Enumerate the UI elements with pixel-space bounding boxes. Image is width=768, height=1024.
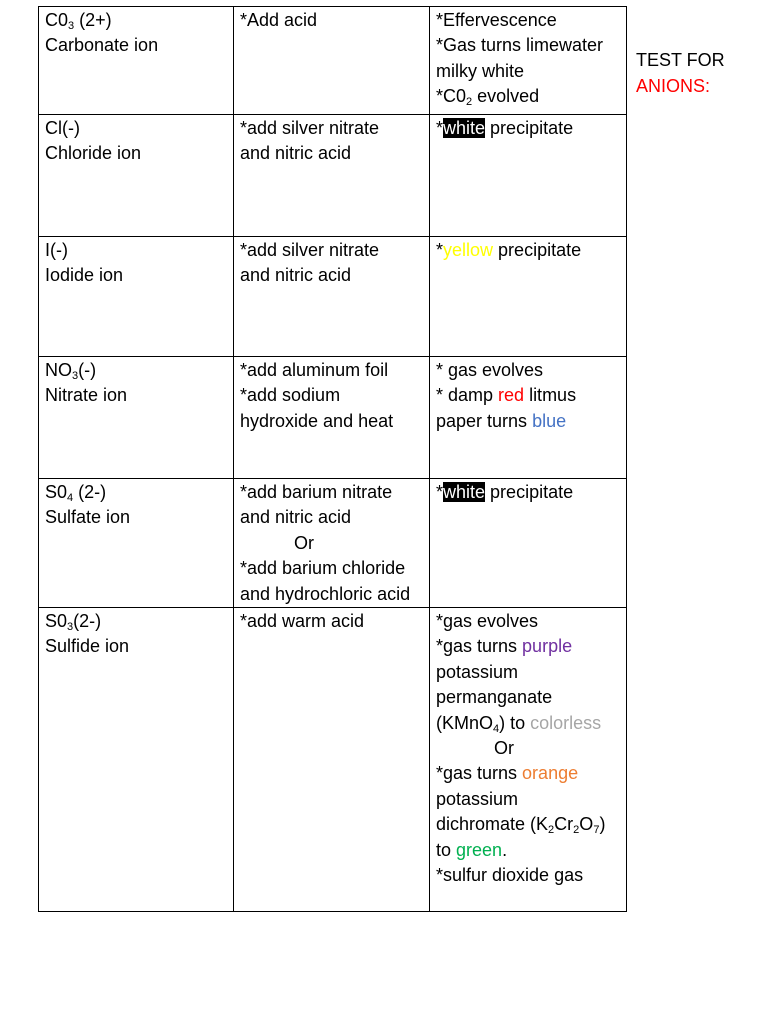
test-cell <box>234 7 430 115</box>
ion-cell <box>39 479 234 608</box>
blue-word: blue <box>532 410 567 431</box>
result-line: dichromate $(K_2Cr_2O_7)$ <box>436 814 606 837</box>
ion-cell <box>39 357 234 479</box>
result-cell <box>430 7 627 115</box>
result-line: *Gas turns limewater <box>436 35 604 56</box>
ion-formula: Cl(-) <box>45 118 80 138</box>
table-row <box>39 357 627 479</box>
result-cell <box>430 115 627 237</box>
ion-name: Sulfate ion <box>45 507 131 528</box>
ion-name: Carbonate ion <box>45 35 159 56</box>
result-line: *white precipitate <box>436 482 574 502</box>
result-line: to green. <box>436 839 508 860</box>
result-cell <box>430 479 627 608</box>
test-step: *add sodium <box>240 385 341 406</box>
result-line: *sulfur dioxide gas <box>436 865 584 886</box>
ion-formula: $NO_3(-)$ <box>45 360 97 382</box>
result-cell <box>430 237 627 357</box>
test-step: and hydrochloric acid <box>240 583 411 604</box>
result-line: *yellow precipitate <box>436 240 582 260</box>
test-step: *add barium chloride <box>240 558 406 579</box>
test-cell <box>234 237 430 357</box>
highlighted-word: white <box>443 118 486 138</box>
side-title-line2: ANIONS: <box>636 76 711 96</box>
result-line: *gas turns purple <box>436 636 573 657</box>
test-step: *add silver nitrate <box>240 118 380 138</box>
red-word: red <box>498 385 525 406</box>
test-step: and nitric acid <box>240 143 352 164</box>
test-step: *add aluminum foil <box>240 360 389 380</box>
result-line: permanganate <box>436 687 553 708</box>
ion-formula: $S0_3(2-)$ <box>45 611 102 634</box>
test-step: *add silver nitrate <box>240 240 380 260</box>
side-title-line1: TEST FOR <box>636 50 725 70</box>
highlighted-word: white <box>443 482 486 502</box>
test-step: and nitric acid <box>240 507 352 528</box>
ion-cell <box>39 115 234 237</box>
ion-cell <box>39 237 234 357</box>
table-row <box>39 608 627 912</box>
result-line: $*C0_2$ evolved <box>436 86 540 109</box>
test-step: and nitric acid <box>240 265 352 286</box>
test-cell <box>234 357 430 479</box>
side-title <box>636 47 725 99</box>
table-row <box>39 115 627 237</box>
test-step: *Add acid <box>240 10 318 30</box>
test-step: *add warm acid <box>240 611 365 632</box>
result-cell <box>430 608 627 912</box>
ion-cell <box>39 7 234 115</box>
ion-name: Chloride ion <box>45 143 142 164</box>
yellow-word: yellow <box>443 240 494 260</box>
orange-word: orange <box>522 763 579 784</box>
ion-cell <box>39 608 234 912</box>
result-line: *white precipitate <box>436 118 574 138</box>
ion-name: Iodide ion <box>45 265 124 286</box>
ion-name: Nitrate ion <box>45 385 128 406</box>
test-cell <box>234 608 430 912</box>
result-or: Or <box>494 738 514 759</box>
result-line: potassium <box>436 661 519 682</box>
result-line: milky white <box>436 60 525 81</box>
result-line: *Effervescence <box>436 10 557 30</box>
result-line: potassium <box>436 788 519 809</box>
green-word: green <box>456 839 503 860</box>
table-row <box>39 7 627 115</box>
ion-formula: $S0_4$ (2-) <box>45 482 107 504</box>
result-cell <box>430 357 627 479</box>
test-cell <box>234 479 430 608</box>
test-step: *add barium nitrate <box>240 482 393 502</box>
result-line: paper turns blue <box>436 410 567 431</box>
table-row <box>39 479 627 608</box>
ion-formula: $C0_3$ (2+) <box>45 10 112 32</box>
anion-test-table <box>38 6 627 912</box>
ion-formula: I(-) <box>45 240 68 260</box>
ion-name: Sulfide ion <box>45 636 130 657</box>
test-step: hydroxide and heat <box>240 410 394 431</box>
test-or: Or <box>294 532 314 553</box>
result-line: (KMnO$_4$) to colorless <box>436 712 602 735</box>
purple-word: purple <box>522 636 573 657</box>
result-line: * gas evolves <box>436 360 544 380</box>
result-line: *gas turns orange <box>436 763 579 784</box>
result-line: * damp red litmus <box>436 385 577 406</box>
test-cell <box>234 115 430 237</box>
table-row <box>39 237 627 357</box>
result-line: *gas evolves <box>436 611 539 632</box>
colorless-word: colorless <box>530 712 602 733</box>
